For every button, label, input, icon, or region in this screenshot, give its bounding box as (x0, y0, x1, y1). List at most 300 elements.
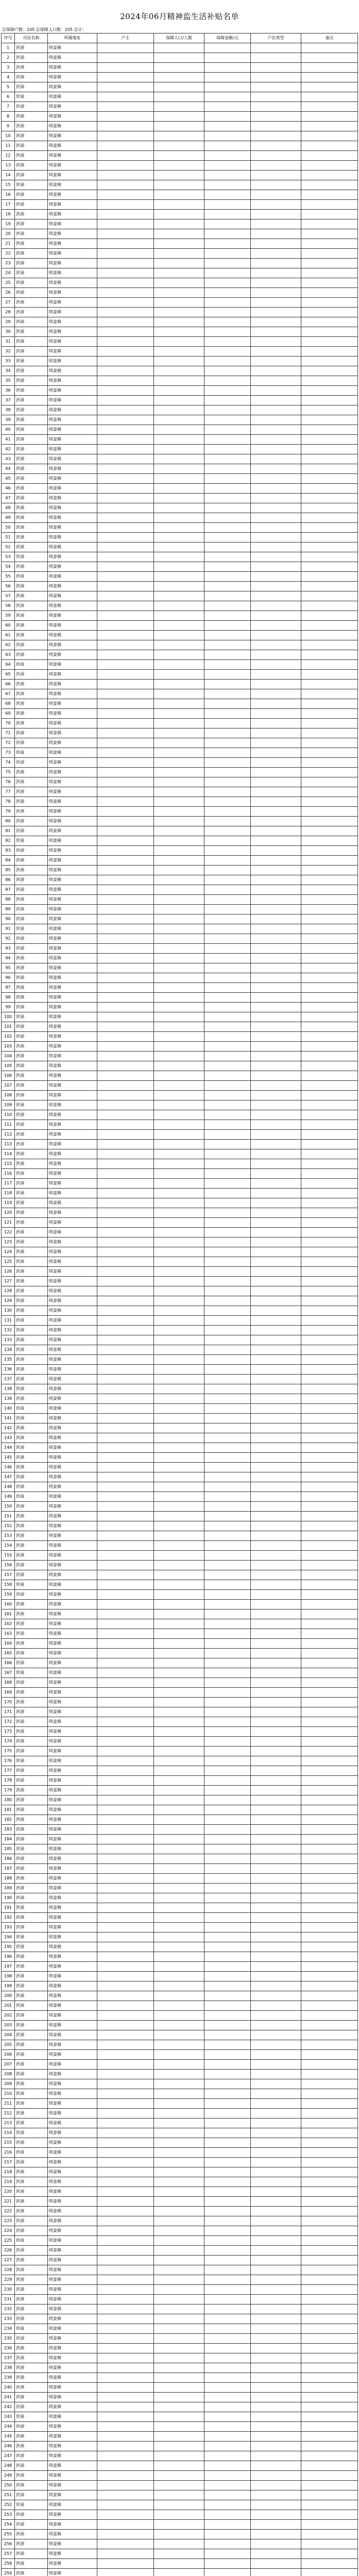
row-county: 洪洞 (15, 1942, 48, 1952)
row-type (251, 2177, 301, 2187)
row-amount (204, 2412, 251, 2422)
row-head (97, 1482, 154, 1492)
row-amount (204, 1453, 251, 1463)
row-type (251, 1022, 301, 1032)
row-people (154, 1541, 204, 1551)
row-amount (204, 2236, 251, 2246)
row-amount (204, 1668, 251, 1678)
row-amount (204, 151, 251, 161)
table-row (2, 1071, 358, 1081)
row-type (251, 1423, 301, 1433)
row-index: 180 (2, 1795, 15, 1805)
row-index: 99 (2, 1003, 15, 1012)
row-town: 明姜镇 (48, 1521, 97, 1531)
row-county: 洪洞 (15, 327, 48, 337)
row-people (154, 1277, 204, 1286)
row-remark (301, 229, 358, 239)
row-head (97, 151, 154, 161)
row-town: 明姜镇 (48, 1688, 97, 1698)
row-amount (204, 983, 251, 993)
row-county: 洪洞 (15, 1776, 48, 1786)
row-head (97, 1306, 154, 1316)
row-people (154, 1247, 204, 1257)
row-county: 洪洞 (15, 1218, 48, 1228)
row-amount (204, 2099, 251, 2109)
row-town: 明姜镇 (48, 1404, 97, 1414)
row-town: 明姜镇 (48, 1893, 97, 1903)
table-row (2, 2344, 358, 2353)
row-type (251, 259, 301, 268)
row-remark (301, 2011, 358, 2021)
row-head (97, 2334, 154, 2344)
row-remark (301, 1149, 358, 1159)
row-people (154, 1257, 204, 1267)
row-index: 27 (2, 298, 15, 308)
row-county: 洪洞 (15, 2236, 48, 2246)
row-town: 明姜镇 (48, 640, 97, 650)
row-index: 177 (2, 1766, 15, 1776)
row-head (97, 1130, 154, 1140)
row-remark (301, 1835, 358, 1844)
row-head (97, 1326, 154, 1335)
row-county: 洪洞 (15, 758, 48, 768)
row-town: 明姜镇 (48, 1747, 97, 1756)
table-row (2, 895, 358, 905)
col-header-town: 所属地址 (48, 33, 97, 43)
table-row (2, 2432, 358, 2442)
table-row (2, 1864, 358, 1874)
row-remark (301, 914, 358, 924)
row-county: 洪洞 (15, 2549, 48, 2559)
table-row (2, 1590, 358, 1600)
row-head (97, 777, 154, 787)
row-index: 79 (2, 807, 15, 817)
row-county: 洪洞 (15, 1972, 48, 1981)
row-people (154, 807, 204, 817)
row-county: 洪洞 (15, 1335, 48, 1345)
row-remark (301, 2089, 358, 2099)
table-row (2, 1042, 358, 1052)
row-head (97, 1120, 154, 1130)
table-row (2, 1326, 358, 1335)
row-head (97, 1179, 154, 1189)
row-county: 洪洞 (15, 386, 48, 396)
row-town: 明姜镇 (48, 1590, 97, 1600)
row-county: 洪洞 (15, 738, 48, 748)
row-amount (204, 2158, 251, 2167)
row-county: 洪洞 (15, 582, 48, 591)
row-index: 81 (2, 826, 15, 836)
summary-line: 总保障户数：105 总保障人口数：105 总计： (2, 27, 87, 32)
row-type (251, 249, 301, 259)
row-county: 洪洞 (15, 2109, 48, 2119)
table-row (2, 1032, 358, 1042)
row-remark (301, 1198, 358, 1208)
row-town: 明姜镇 (48, 2393, 97, 2402)
row-county: 洪洞 (15, 2226, 48, 2236)
row-amount (204, 1296, 251, 1306)
table-row (2, 2510, 358, 2520)
row-town: 明姜镇 (48, 2520, 97, 2530)
row-people (154, 1335, 204, 1345)
row-index: 191 (2, 1903, 15, 1913)
row-type (251, 640, 301, 650)
row-index: 71 (2, 728, 15, 738)
row-type (251, 1737, 301, 1747)
table-row (2, 1991, 358, 2001)
table-row (2, 1296, 358, 1306)
row-type (251, 2030, 301, 2040)
row-remark (301, 2021, 358, 2030)
row-index: 247 (2, 2451, 15, 2461)
row-town: 明姜镇 (48, 2412, 97, 2422)
row-people (154, 826, 204, 836)
row-county: 洪洞 (15, 777, 48, 787)
row-type (251, 1247, 301, 1257)
table-row (2, 2177, 358, 2187)
row-amount (204, 484, 251, 494)
row-index: 53 (2, 552, 15, 562)
row-people (154, 2050, 204, 2060)
row-people (154, 464, 204, 474)
row-amount (204, 1913, 251, 1923)
row-county: 洪洞 (15, 2050, 48, 2060)
row-remark (301, 210, 358, 219)
row-index: 169 (2, 1688, 15, 1698)
table-row (2, 944, 358, 954)
row-amount (204, 386, 251, 396)
row-index: 52 (2, 543, 15, 552)
row-county: 洪洞 (15, 1531, 48, 1541)
row-remark (301, 670, 358, 680)
row-remark (301, 376, 358, 386)
row-people (154, 1492, 204, 1502)
row-index: 77 (2, 787, 15, 797)
table-row (2, 699, 358, 709)
row-head (97, 1962, 154, 1972)
row-county: 洪洞 (15, 2138, 48, 2148)
row-town: 明姜镇 (48, 317, 97, 327)
row-remark (301, 875, 358, 885)
row-remark (301, 1208, 358, 1218)
row-county: 洪洞 (15, 1658, 48, 1668)
table-row (2, 2314, 358, 2324)
row-head (97, 905, 154, 914)
row-type (251, 846, 301, 856)
row-amount (204, 1384, 251, 1394)
row-type (251, 2383, 301, 2393)
row-index: 139 (2, 1394, 15, 1404)
row-remark (301, 239, 358, 249)
row-remark (301, 1042, 358, 1052)
table-row (2, 1316, 358, 1326)
row-head (97, 660, 154, 670)
row-county: 洪洞 (15, 268, 48, 278)
row-index: 65 (2, 670, 15, 680)
row-index: 19 (2, 219, 15, 229)
row-county: 洪洞 (15, 2030, 48, 2040)
row-remark (301, 1923, 358, 1933)
row-amount (204, 1766, 251, 1776)
row-people (154, 2089, 204, 2099)
row-head (97, 797, 154, 807)
row-amount (204, 219, 251, 229)
row-town: 明姜镇 (48, 934, 97, 944)
row-type (251, 2442, 301, 2451)
row-county: 洪洞 (15, 875, 48, 885)
row-town: 明姜镇 (48, 2275, 97, 2285)
row-town: 明姜镇 (48, 445, 97, 454)
row-index: 207 (2, 2060, 15, 2070)
row-index: 135 (2, 1355, 15, 1365)
table-row (2, 2373, 358, 2383)
row-remark (301, 963, 358, 973)
row-people (154, 1952, 204, 1962)
row-county: 洪洞 (15, 2021, 48, 2030)
row-county: 洪洞 (15, 1678, 48, 1688)
row-county: 洪洞 (15, 1854, 48, 1864)
row-people (154, 2148, 204, 2158)
table-row (2, 1335, 358, 1345)
row-people (154, 1678, 204, 1688)
row-people (154, 1326, 204, 1335)
row-remark (301, 1512, 358, 1521)
table-row (2, 826, 358, 836)
row-type (251, 591, 301, 601)
row-type (251, 122, 301, 131)
row-type (251, 2490, 301, 2500)
row-index: 136 (2, 1365, 15, 1375)
table-row (2, 2353, 358, 2363)
table-row (2, 836, 358, 846)
row-index: 88 (2, 895, 15, 905)
row-head (97, 366, 154, 376)
row-index: 104 (2, 1052, 15, 1061)
row-index: 246 (2, 2442, 15, 2451)
row-town: 明姜镇 (48, 885, 97, 895)
row-type (251, 1776, 301, 1786)
row-type (251, 2236, 301, 2246)
table-row (2, 73, 358, 82)
row-remark (301, 2285, 358, 2295)
row-head (97, 572, 154, 582)
row-index: 166 (2, 1658, 15, 1668)
row-people (154, 102, 204, 112)
row-index: 150 (2, 1502, 15, 1512)
row-remark (301, 445, 358, 454)
row-people (154, 2187, 204, 2197)
row-people (154, 92, 204, 102)
row-remark (301, 709, 358, 719)
row-index: 204 (2, 2030, 15, 2040)
table-row (2, 963, 358, 973)
table-row (2, 1815, 358, 1825)
row-town: 明姜镇 (48, 425, 97, 435)
row-remark (301, 2520, 358, 2530)
row-type (251, 2001, 301, 2011)
row-town: 明姜镇 (48, 1149, 97, 1159)
row-town: 明姜镇 (48, 151, 97, 161)
row-remark (301, 92, 358, 102)
row-head (97, 1805, 154, 1815)
table-row (2, 1345, 358, 1355)
row-people (154, 2442, 204, 2451)
row-head (97, 670, 154, 680)
row-remark (301, 2334, 358, 2344)
row-head (97, 817, 154, 826)
table-row (2, 2569, 358, 2576)
table-row (2, 484, 358, 494)
table-row (2, 1443, 358, 1453)
row-county: 洪洞 (15, 1228, 48, 1238)
table-row (2, 1091, 358, 1100)
row-people (154, 2432, 204, 2442)
table-row (2, 1257, 358, 1267)
row-amount (204, 1678, 251, 1688)
row-town: 明姜镇 (48, 82, 97, 92)
row-county: 洪洞 (15, 797, 48, 807)
row-type (251, 1727, 301, 1737)
row-people (154, 817, 204, 826)
row-people (154, 249, 204, 259)
row-type (251, 1394, 301, 1404)
row-county: 洪洞 (15, 425, 48, 435)
row-head (97, 415, 154, 425)
row-index: 89 (2, 905, 15, 914)
row-type (251, 1149, 301, 1159)
row-town: 明姜镇 (48, 866, 97, 875)
row-index: 41 (2, 435, 15, 445)
row-index: 158 (2, 1580, 15, 1590)
table-row (2, 1208, 358, 1218)
row-town: 明姜镇 (48, 259, 97, 268)
row-county: 洪洞 (15, 2412, 48, 2422)
row-type (251, 161, 301, 171)
row-town: 明姜镇 (48, 1061, 97, 1071)
row-remark (301, 689, 358, 699)
row-people (154, 1091, 204, 1100)
table-row (2, 405, 358, 415)
row-people (154, 2275, 204, 2285)
table-row (2, 2236, 358, 2246)
table-row (2, 1825, 358, 1835)
table-row (2, 1433, 358, 1443)
row-town: 明姜镇 (48, 1952, 97, 1962)
row-index: 182 (2, 1815, 15, 1825)
row-county: 洪洞 (15, 2344, 48, 2353)
row-remark (301, 1805, 358, 1815)
row-index: 10 (2, 131, 15, 141)
row-town: 明姜镇 (48, 2442, 97, 2451)
row-people (154, 689, 204, 699)
row-type (251, 1639, 301, 1649)
row-county: 洪洞 (15, 445, 48, 454)
row-people (154, 954, 204, 963)
row-index: 224 (2, 2226, 15, 2236)
row-county: 洪洞 (15, 1874, 48, 1884)
row-head (97, 1590, 154, 1600)
table-row (2, 1580, 358, 1590)
row-county: 洪洞 (15, 249, 48, 259)
row-remark (301, 826, 358, 836)
row-county: 洪洞 (15, 2471, 48, 2481)
row-head (97, 1453, 154, 1463)
row-county: 洪洞 (15, 376, 48, 386)
row-amount (204, 268, 251, 278)
row-head (97, 2471, 154, 2481)
row-county: 洪洞 (15, 2197, 48, 2207)
row-type (251, 768, 301, 777)
table-row (2, 2549, 358, 2559)
row-county: 洪洞 (15, 846, 48, 856)
row-town: 明姜镇 (48, 1032, 97, 1042)
row-remark (301, 1404, 358, 1414)
row-amount (204, 1149, 251, 1159)
row-head (97, 1786, 154, 1795)
row-town: 明姜镇 (48, 1414, 97, 1423)
row-type (251, 1991, 301, 2001)
row-town: 明姜镇 (48, 2344, 97, 2353)
row-head (97, 298, 154, 308)
row-index: 189 (2, 1884, 15, 1893)
row-people (154, 1698, 204, 1707)
row-people (154, 484, 204, 494)
row-county: 洪洞 (15, 1884, 48, 1893)
row-amount (204, 1238, 251, 1247)
row-type (251, 2070, 301, 2079)
table-row (2, 1561, 358, 1570)
table-row (2, 2265, 358, 2275)
row-amount (204, 1189, 251, 1198)
row-remark (301, 2099, 358, 2109)
row-amount (204, 1541, 251, 1551)
row-index: 58 (2, 601, 15, 611)
row-index: 124 (2, 1247, 15, 1257)
row-index: 179 (2, 1786, 15, 1795)
col-header-amount: 保障金额/元 (204, 33, 251, 43)
row-amount (204, 43, 251, 53)
row-head (97, 758, 154, 768)
row-index: 225 (2, 2236, 15, 2246)
row-index: 251 (2, 2490, 15, 2500)
row-amount (204, 2216, 251, 2226)
table-row (2, 1423, 358, 1433)
row-head (97, 200, 154, 210)
row-head (97, 2030, 154, 2040)
row-town: 明姜镇 (48, 1923, 97, 1933)
row-type (251, 171, 301, 180)
row-index: 233 (2, 2314, 15, 2324)
table-row (2, 151, 358, 161)
row-town: 明姜镇 (48, 572, 97, 582)
row-remark (301, 1365, 358, 1375)
row-head (97, 2539, 154, 2549)
row-county: 洪洞 (15, 1091, 48, 1100)
row-index: 97 (2, 983, 15, 993)
row-town: 明姜镇 (48, 435, 97, 445)
row-type (251, 278, 301, 288)
row-type (251, 357, 301, 366)
row-type (251, 689, 301, 699)
row-remark (301, 2265, 358, 2275)
row-town: 明姜镇 (48, 758, 97, 768)
row-index: 184 (2, 1835, 15, 1844)
row-index: 48 (2, 503, 15, 513)
row-people (154, 719, 204, 728)
table-row (2, 1512, 358, 1521)
row-town: 明姜镇 (48, 1609, 97, 1619)
row-people (154, 2383, 204, 2393)
